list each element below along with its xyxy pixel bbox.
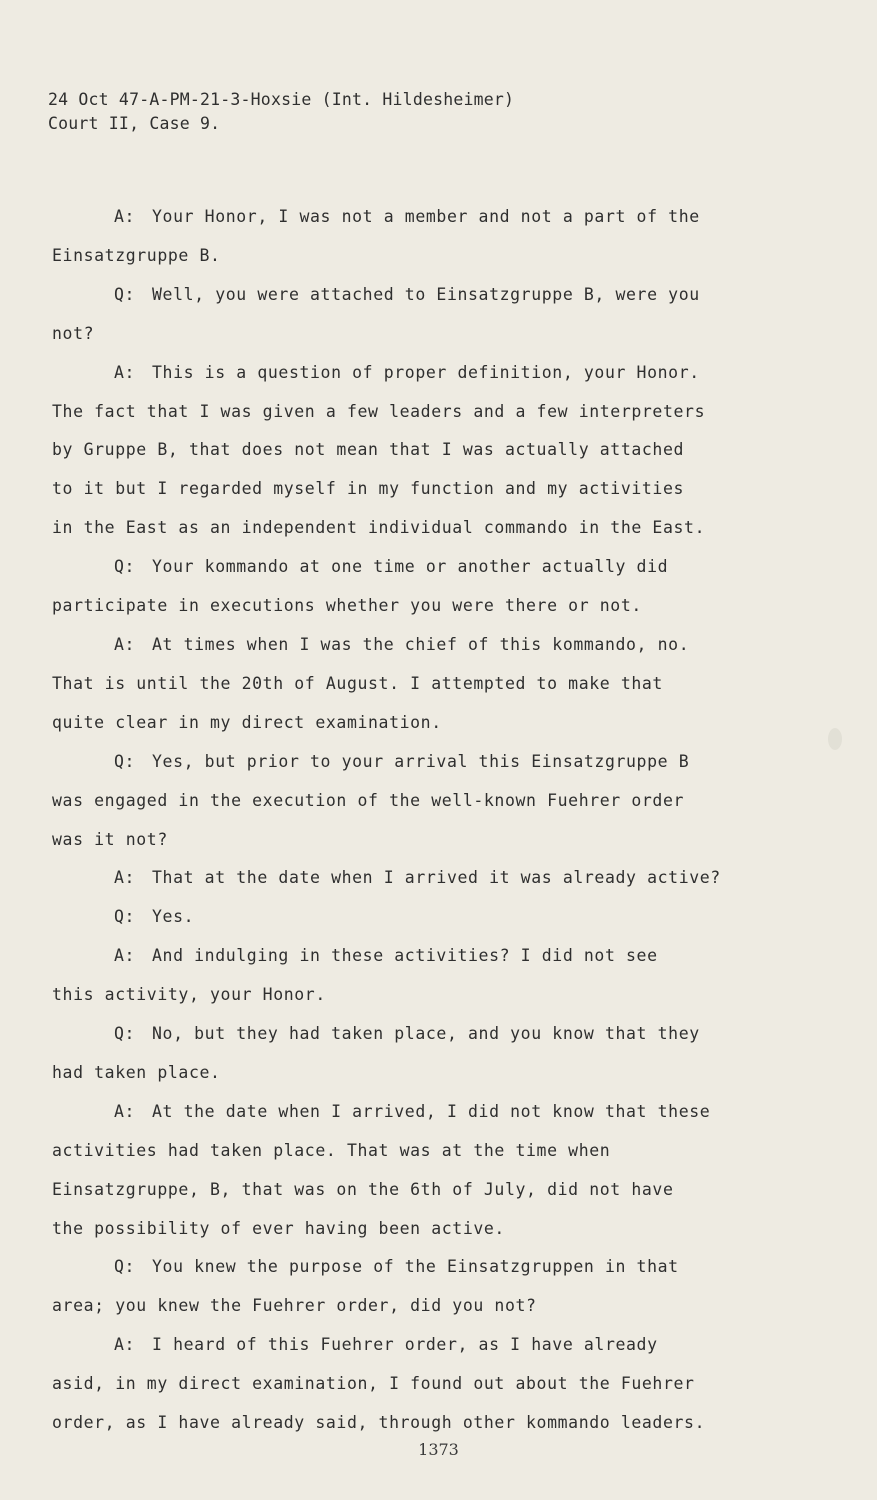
transcript-paragraph	[52, 1248, 812, 1326]
speaker-label: Q:	[114, 284, 136, 304]
line-text: That at the date when I arrived it was already active?	[152, 868, 721, 888]
paragraph-continuation-line: had taken place.	[52, 1062, 221, 1082]
transcript-paragraph	[52, 859, 812, 898]
speaker-label: A:	[114, 634, 136, 654]
speaker-label: Q:	[114, 1024, 136, 1044]
line-text: Your kommando at one time or another actually did	[152, 557, 669, 577]
transcript-paragraph	[52, 937, 812, 1015]
paragraph-first-line	[52, 276, 812, 315]
line-text: Your Honor, I was not a member and not a part of the	[152, 207, 700, 226]
speaker-label: A:	[114, 362, 136, 382]
header-line-date-reference: 24 Oct 47-A-PM-21-3-Hoxsie (Int. Hildesheimer)	[48, 90, 515, 109]
paragraph-continuation-line: this activity, your Honor.	[52, 985, 326, 1005]
transcript-paragraph	[52, 743, 812, 860]
speaker-label: A:	[114, 1101, 136, 1121]
line-text: No, but they had taken place, and you know that they	[152, 1024, 700, 1044]
paragraph-first-line	[52, 937, 812, 976]
transcript-paragraph	[52, 898, 812, 937]
transcript-paragraph	[52, 354, 812, 549]
transcript-paragraph	[52, 1326, 812, 1443]
speaker-label: Q:	[114, 557, 136, 577]
header-line-court-case: Court II, Case 9.	[48, 114, 221, 133]
transcript-paragraph	[52, 198, 812, 276]
paragraph-continuation-line: in the East as an independent individual commando in the East.	[52, 518, 706, 538]
paragraph-continuation-line: quite clear in my direct examination.	[52, 712, 442, 732]
paragraph-continuation-line: The fact that I was given a few leaders and a few interpreters	[52, 401, 706, 421]
line-text: Well, you were attached to Einsatzgruppe B, were you	[152, 284, 700, 304]
paragraph-first-line	[52, 1015, 812, 1054]
paragraph-continuation-line: was engaged in the execution of the well-known Fuehrer order	[52, 790, 685, 810]
paragraph-first-line	[52, 354, 812, 393]
paragraph-first-line	[52, 626, 812, 665]
line-text: You knew the purpose of the Einsatzgruppen in that	[152, 1257, 679, 1277]
paragraph-continuation-line: was it not?	[52, 829, 168, 849]
paragraph-first-line	[52, 548, 812, 587]
line-text: Yes.	[152, 907, 195, 927]
speaker-label: Q:	[114, 907, 136, 927]
paragraph-first-line	[52, 743, 812, 782]
paragraph-continuation-line: asid, in my direct examination, I found out about the Fuehrer	[52, 1374, 695, 1394]
transcript-paragraph	[52, 1093, 812, 1249]
line-text: At the date when I arrived, I did not know that these	[152, 1101, 711, 1121]
page-number: 1373	[418, 1440, 459, 1459]
paragraph-continuation-line: Einsatzgruppe, B, that was on the 6th of July, did not have	[52, 1179, 674, 1199]
paragraph-continuation-line: the possibility of ever having been active.	[52, 1218, 505, 1238]
paragraph-first-line	[52, 859, 812, 898]
paragraph-continuation-line: activities had taken place. That was at the time when	[52, 1140, 611, 1160]
line-text: At times when I was the chief of this kommando, no.	[152, 634, 690, 654]
paragraph-continuation-line: area; you knew the Fuehrer order, did you not?	[52, 1296, 537, 1316]
speaker-label: A:	[114, 946, 136, 966]
speaker-label: A:	[114, 1335, 136, 1355]
paragraph-continuation-line: participate in executions whether you were there or not.	[52, 596, 642, 616]
line-text: This is a question of proper definition, your Honor.	[152, 362, 700, 382]
line-text: Yes, but prior to your arrival this Einsatzgruppe B	[152, 751, 690, 771]
paragraph-continuation-line: not?	[52, 323, 95, 343]
line-text: And indulging in these activities? I did not see	[152, 946, 658, 966]
paragraph-first-line	[52, 1093, 812, 1132]
paragraph-first-line	[52, 898, 812, 937]
transcript-paragraph	[52, 548, 812, 626]
transcript-paragraph	[52, 276, 812, 354]
paragraph-continuation-line: order, as I have already said, through other kommando leaders.	[52, 1413, 706, 1433]
paragraph-first-line	[52, 1326, 812, 1365]
paragraph-continuation-line: to it but I regarded myself in my function and my activities	[52, 479, 685, 499]
paragraph-continuation-line: That is until the 20th of August. I attempted to make that	[52, 673, 663, 693]
line-text: I heard of this Fuehrer order, as I have already	[152, 1335, 658, 1355]
paragraph-first-line	[52, 1248, 812, 1287]
speaker-label: Q:	[114, 751, 136, 771]
transcript-body	[52, 198, 812, 1443]
speaker-label: A:	[114, 868, 136, 888]
document-header	[48, 88, 514, 136]
speaker-label: A:	[114, 207, 136, 226]
paper-stain	[828, 728, 842, 750]
paragraph-continuation-line: by Gruppe B, that does not mean that I was actually attached	[52, 440, 685, 460]
paragraph-continuation-line: Einsatzgruppe B.	[52, 245, 221, 265]
transcript-paragraph	[52, 1015, 812, 1093]
paragraph-first-line	[52, 198, 812, 237]
transcript-paragraph	[52, 626, 812, 743]
speaker-label: Q:	[114, 1257, 136, 1277]
